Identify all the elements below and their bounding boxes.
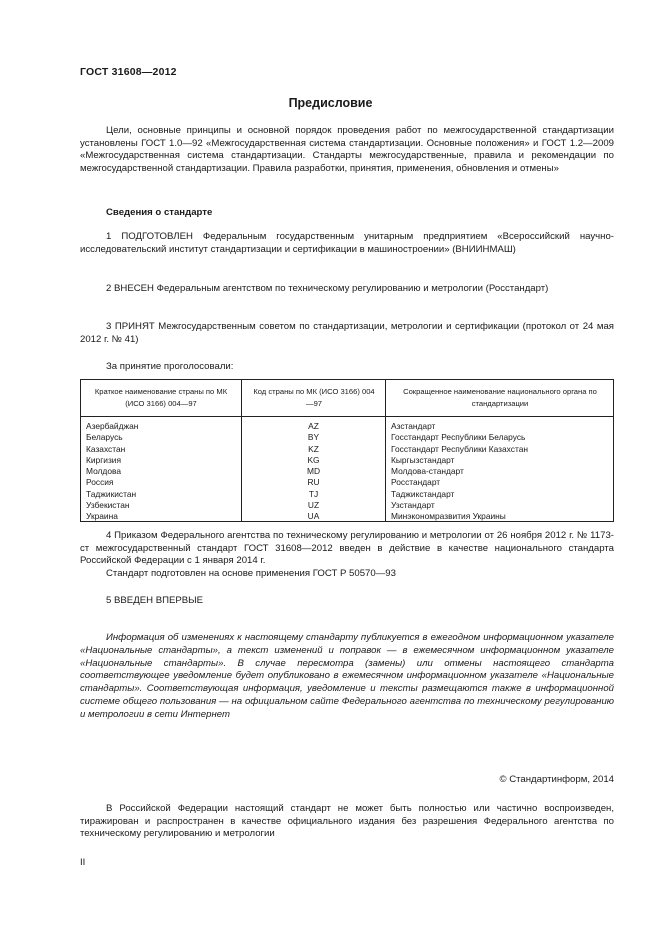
item-4-paragraph [80,530,614,568]
notice-paragraph [80,632,614,722]
copyright-notice-text: В Российской Федерации настоящий стандарт не может быть полностью или частично воспроизведен, тиражирован и распространен в качестве официального издания без разрешения Федерального агентства по техническому регулированию и метрологии [80,803,614,840]
table-cell-body: Росстандарт [391,477,441,488]
item-4b-text: Стандарт подготовлен на основе применения ГОСТ Р 50570—93 [106,568,396,579]
notice-text: Информация об изменениях к настоящему стандарту публикуется в ежегодном информационном указателе «Национальные стандарты», а текст изменений и поправок — в ежемесячном информационном указателе «Национальные стандарты». В случае пересмотра (замены) или отмены настоящего стандарта соответствующее уведомление будет опубликовано в ежемесячном информационном указателе «Национальные стандарты». Соответствующая информация, уведомление и тексты размещаются также в информационной системе общего пользования — на официальном сайте Федерального агентства по техническому регулированию и метрологии в сети Интернет [80,632,614,720]
copyright-notice-paragraph [80,803,614,841]
item-4-text: 4 Приказом Федерального агентства по техническому регулированию и метрологии от 26 ноября 2012 г. № 1173-ст межгосударственный стандарт ГОСТ 31608—2012 введен в действие в качестве национального стандарта Российской Федерации с 1 января 2014 г. [80,530,614,567]
table-cell-country: Казахстан [86,443,126,454]
table-cell-country: Узбекистан [86,500,130,511]
table-cell-country: Россия [86,477,114,488]
table-cell-country: Украина [86,511,118,522]
copyright-line: © Стандартинформ, 2014 [499,774,614,785]
code-column [242,421,385,523]
table-cell-body: Госстандарт Республики Казахстан [391,443,528,454]
table-cell-code: AZ [308,421,319,431]
body-column [391,421,611,523]
country-column [86,421,236,523]
table-cell-body: Таджикстандарт [391,488,455,499]
table-cell-code: RU [307,477,320,488]
table-cell-country: Киргизия [86,454,122,465]
table-cell-country: Беларусь [86,432,123,443]
voted-label [80,361,614,374]
table-cell-country: Молдова [86,466,121,477]
table-header-divider [81,416,613,417]
intro-paragraph [80,125,614,175]
section-subheading: Сведения о стандарте [106,207,213,218]
item-4b-paragraph [80,568,614,581]
table-header-body: Сокращенное наименование национального органа по стандартизации [403,387,597,408]
table-cell-body: Молдова-стандарт [391,466,464,477]
voting-table [80,379,614,522]
table-cell-body: Минэкономразвития Украины [391,511,506,522]
table-cell-code: KZ [308,443,319,454]
item-5-text: 5 ВВЕДЕН ВПЕРВЫЕ [106,595,204,606]
table-cell-code: UZ [307,500,320,511]
page-title: Предисловие [288,96,373,110]
table-cell-code: TJ [308,488,319,499]
table-cell-body: Азстандарт [391,421,436,431]
table-divider [385,380,386,521]
page-number: II [80,857,86,868]
table-cell-country: Азербайджан [86,421,139,431]
table-cell-body: Узстандарт [391,500,435,511]
item-3-text: 3 ПРИНЯТ Межгосударственным советом по стандартизации, метрологии и сертификации (протокол от 24 мая 2012 г. № 41) [80,321,614,345]
table-header-country: Краткое наименование страны по МК (ИСО 3166) 004—97 [94,387,228,408]
voted-text: За принятие проголосовали: [106,361,234,372]
table-cell-code: MD [306,466,321,477]
item-1-paragraph [80,231,614,256]
table-cell-country: Таджикистан [86,488,137,499]
item-2-text: 2 ВНЕСЕН Федеральным агентством по техническому регулированию и метрологии (Росстандарт) [106,283,549,294]
table-cell-code: UA [307,511,320,522]
table-cell-code: KG [307,454,320,465]
item-1-text: 1 ПОДГОТОВЛЕН Федеральным государственным унитарным предприятием «Всероссийский научно-исследовательский институт стандартизации и сертификации в машиностроении» (ВНИИНМАШ) [80,231,614,255]
table-cell-code: BY [307,432,320,443]
document-header: ГОСТ 31608—2012 [80,66,177,78]
item-5-paragraph [80,595,614,608]
table-header-code: Код страны по МК (ИСО 3166) 004—97 [253,387,375,408]
table-cell-body: Госстандарт Республики Беларусь [391,432,526,443]
intro-text: Цели, основные принципы и основной порядок проведения работ по межгосударственной стандартизации установлены ГОСТ 1.0—92 «Межгосударственная система стандартизации. Основные положения» и ГОСТ 1.2—2009 «Межгосударственная система стандартизации. Стандарты межгосударственные, правила и рекомендации по межгосударственной стандартизации. Правила разработки, принятия, применения, обновления и отмены» [80,125,614,174]
item-3-paragraph [80,321,614,346]
table-cell-body: Кыргызстандарт [391,454,455,465]
item-2-paragraph [80,283,614,296]
